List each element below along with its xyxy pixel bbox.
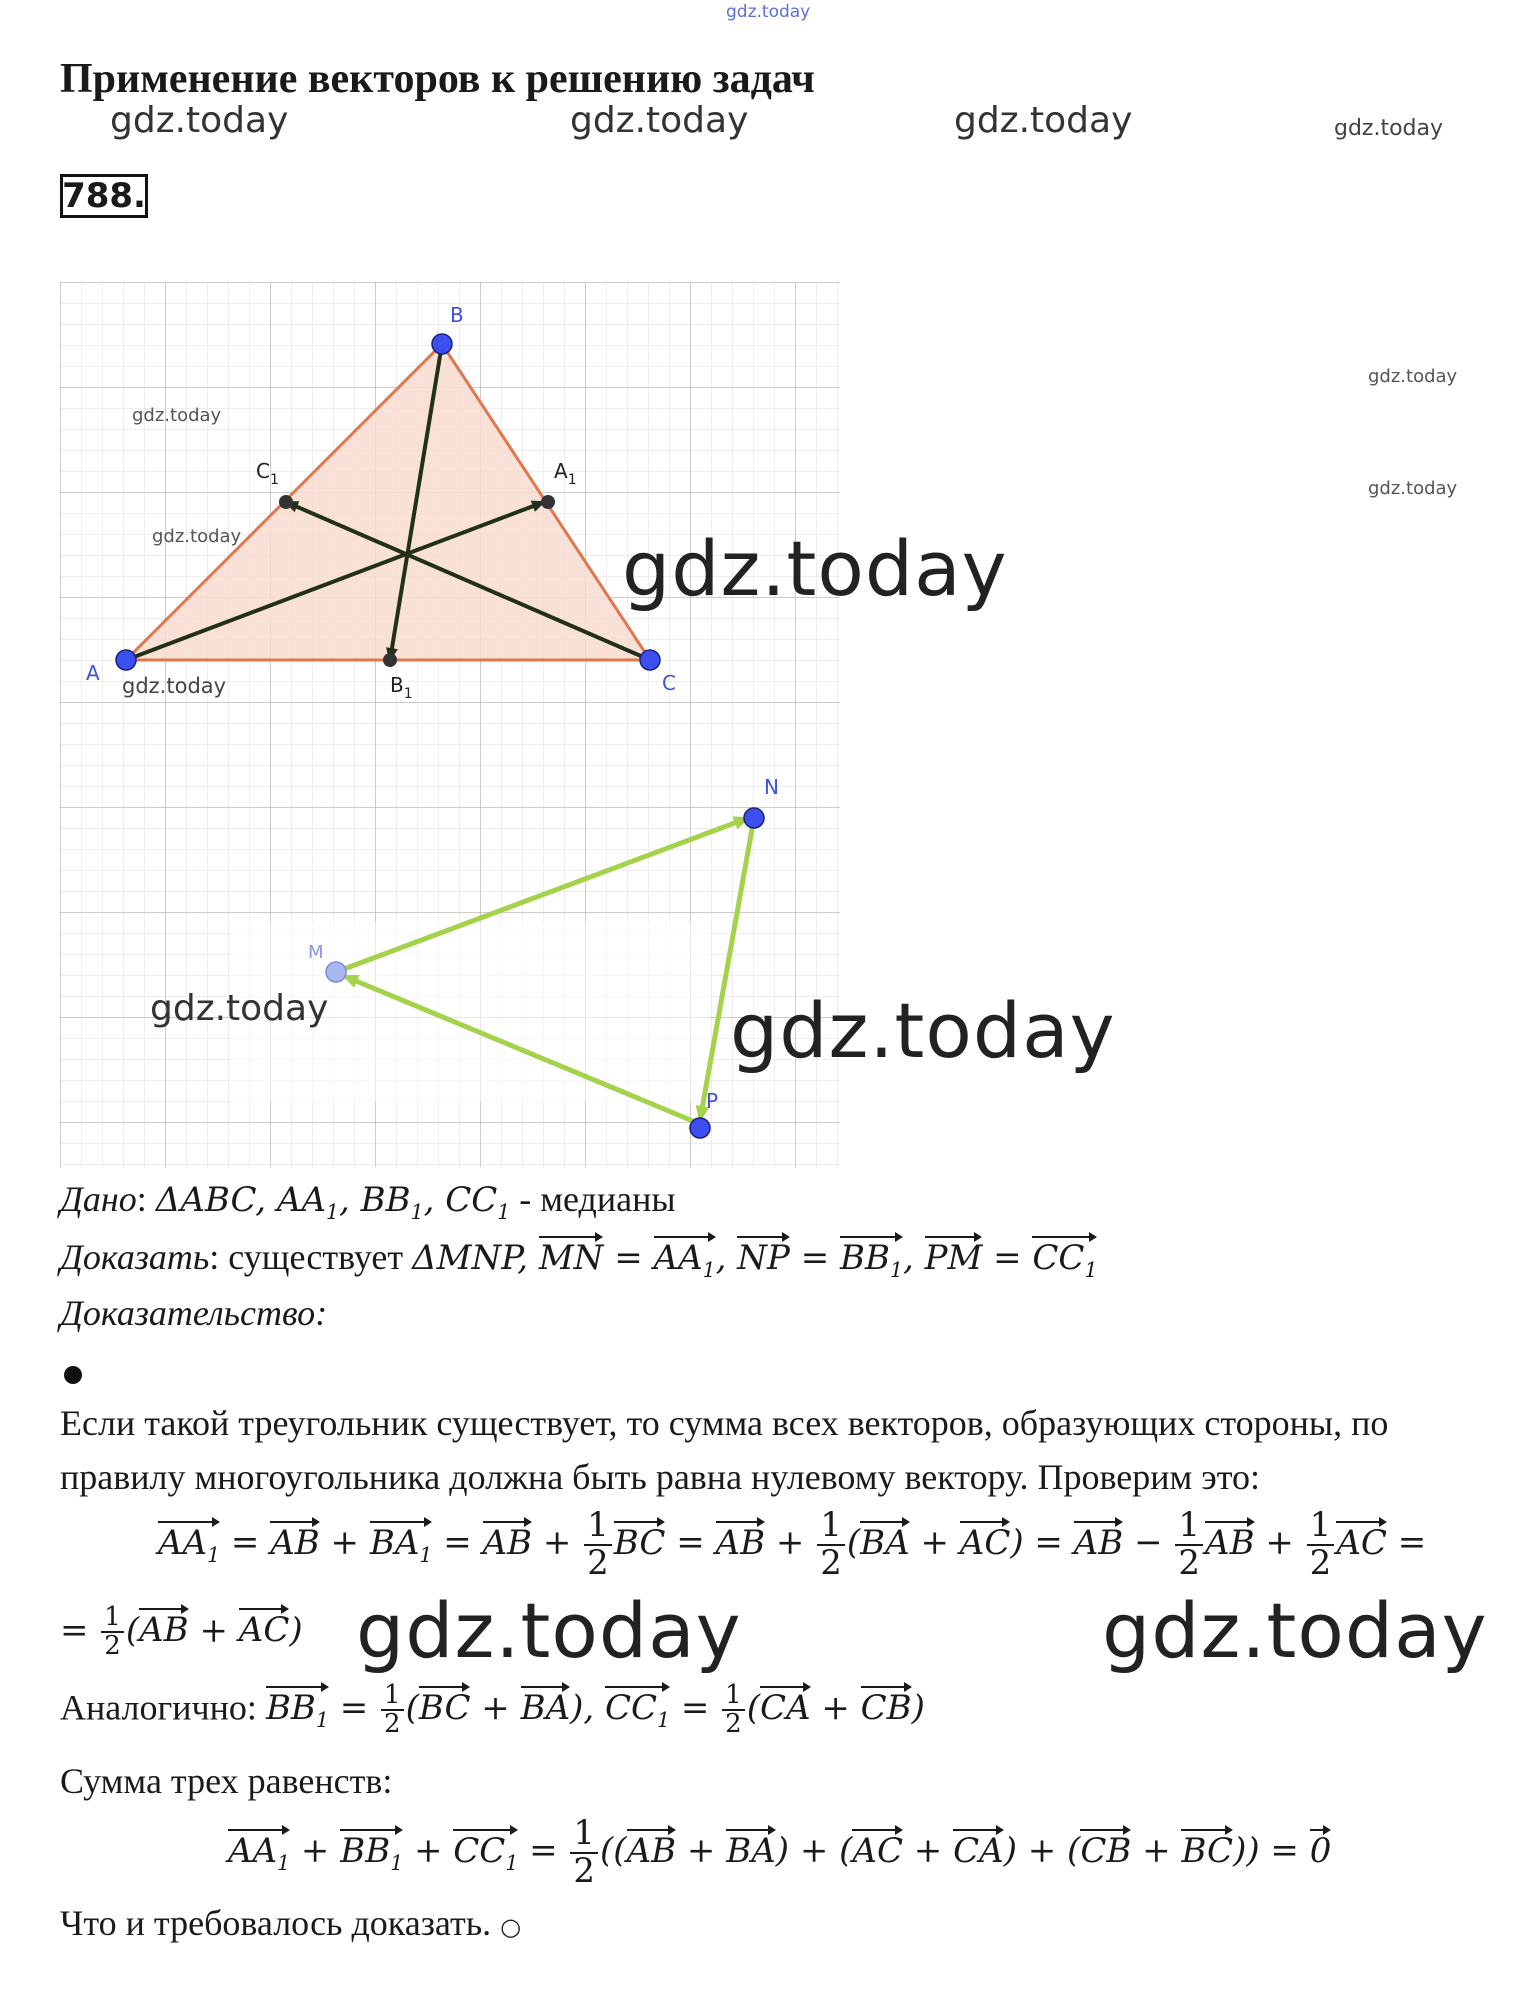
point-n <box>744 808 764 828</box>
point-c <box>640 650 660 670</box>
watermark: gdz.today <box>1368 366 1458 387</box>
watermark: gdz.today <box>356 1586 742 1675</box>
proof-text-2: правилу многоугольника должна быть равна нулевому вектору. Проверим это: <box>60 1457 1261 1497</box>
watermark: gdz.today <box>1334 116 1444 141</box>
page-title: Применение векторов к решению задач <box>60 56 815 102</box>
watermark: gdz.today <box>730 986 1116 1075</box>
equation-aa1: $AA_1$ = AB + $BA_1$ = AB + $\frac{1}{2}$ BC = AB + $\frac{1}{2}$ (BA + AC) = AB − $\frac{1}{2}$ AB + $\frac{1}{2}$ AC = <box>158 1505 1427 1583</box>
watermark: gdz.today <box>622 524 1008 613</box>
label-m: M <box>308 942 324 963</box>
analogous-line: Аналогично: $BB_1$ = $\frac{1}{2}$ (BC + BA), $CC_1$ = $\frac{1}{2}$ (CA + CB) <box>60 1680 925 1740</box>
point-b <box>432 334 452 354</box>
equation-aa1-result: = $\frac{1}{2}$ (AB + AC) <box>60 1602 303 1662</box>
header-watermark: gdz.today <box>726 2 811 22</box>
point-m <box>326 962 346 982</box>
point-p <box>690 1118 710 1138</box>
watermark: gdz.today <box>1368 478 1458 499</box>
watermark: gdz.today <box>570 100 749 141</box>
point-a <box>116 650 136 670</box>
equation-sum: $AA_1 + BB_1 + CC_1$ = $\frac{1}{2}$ ((AB + BA) + (AC + CA) + (CB + BC)) = 0 <box>228 1813 1332 1891</box>
given-line: Дано: ΔABC, $AA_1$, $BB_1$, $CC_1$ - медианы <box>60 1179 676 1224</box>
proof-text-1: Если такой треугольник существует, то сумма всех векторов, образующих стороны, по <box>60 1403 1389 1443</box>
sum-label: Сумма трех равенств: <box>60 1761 393 1801</box>
point-c1 <box>279 495 293 509</box>
watermark: gdz.today <box>110 100 289 141</box>
label-c1: $C_1$ <box>256 459 279 488</box>
watermark: gdz.today <box>152 526 242 547</box>
watermark: gdz.today <box>1102 1586 1488 1675</box>
proof-label: Доказательство: <box>60 1293 328 1333</box>
label-b1: $B_1$ <box>390 673 413 702</box>
watermark: gdz.today <box>954 100 1133 141</box>
bullet <box>64 1366 82 1384</box>
prove-line: Доказать: существует ΔMNP, MN = $AA_1$, NP = $BB_1$, PM = $CC_1$ <box>60 1237 1098 1282</box>
label-a: A <box>86 661 100 685</box>
point-b1 <box>383 653 397 667</box>
label-c: C <box>662 671 676 695</box>
point-a1 <box>541 495 555 509</box>
label-b: B <box>450 303 464 327</box>
label-a1: $A_1$ <box>554 459 577 488</box>
watermark: gdz.today <box>132 405 222 426</box>
watermark: gdz.today <box>150 988 329 1029</box>
watermark: gdz.today <box>122 674 227 698</box>
conclusion: Что и требовалось доказать. ○ <box>60 1903 522 1943</box>
label-n: N <box>764 775 779 799</box>
label-p: P <box>706 1089 719 1113</box>
problem-number: 788. <box>60 174 148 218</box>
